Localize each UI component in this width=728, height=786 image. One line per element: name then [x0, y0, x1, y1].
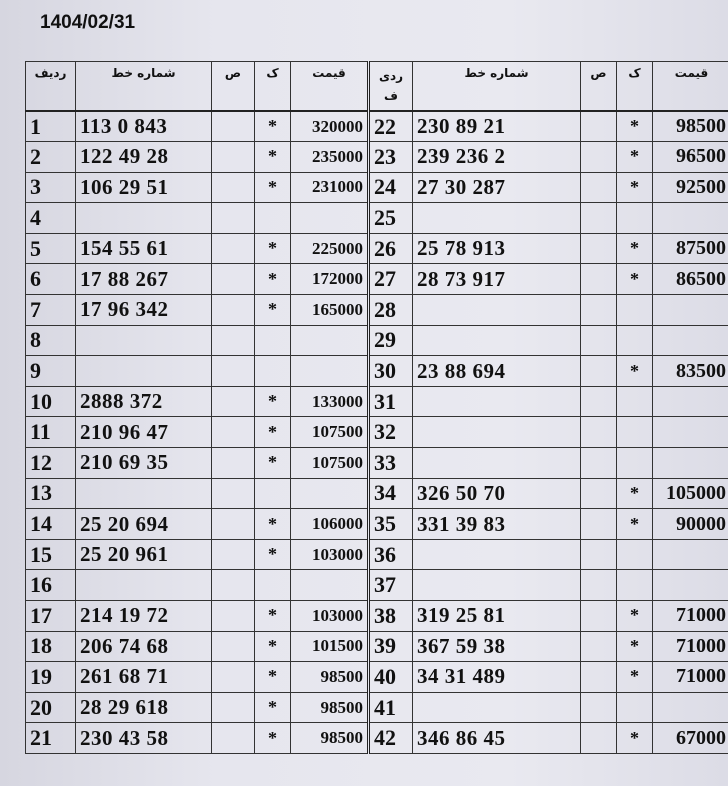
line-number-2: 23 88 694: [413, 356, 581, 387]
kaf-mark-2: [617, 448, 653, 479]
sad-mark: [212, 233, 255, 264]
line-number: [76, 478, 212, 509]
header-price-2: قیمت: [653, 62, 728, 112]
sad-mark-2: [581, 478, 617, 509]
line-number: 25 20 961: [76, 539, 212, 570]
price-2: [653, 325, 728, 356]
kaf-mark: [255, 203, 291, 234]
row-number: 12: [26, 448, 76, 479]
table-row: [26, 631, 728, 662]
price: [291, 570, 369, 601]
kaf-mark: *: [255, 723, 291, 754]
row-number: 11: [26, 417, 76, 448]
line-number: 230 43 58: [76, 723, 212, 754]
row-number-2: 26: [369, 233, 413, 264]
kaf-mark-2: [617, 417, 653, 448]
sad-mark: [212, 295, 255, 326]
row-number: 19: [26, 662, 76, 693]
price: 98500: [291, 692, 369, 723]
price-2: [653, 386, 728, 417]
line-number-2: [413, 448, 581, 479]
line-number-2: 326 50 70: [413, 478, 581, 509]
line-number-2: [413, 692, 581, 723]
kaf-mark-2: *: [617, 478, 653, 509]
row-number: 10: [26, 386, 76, 417]
table-row: [26, 539, 728, 570]
kaf-mark-2: [617, 295, 653, 326]
row-number-2: 23: [369, 142, 413, 173]
sad-mark-2: [581, 172, 617, 203]
sad-mark: [212, 509, 255, 540]
sad-mark: [212, 692, 255, 723]
table-row: [26, 509, 728, 540]
sad-mark-2: [581, 692, 617, 723]
line-number: [76, 570, 212, 601]
price: 172000: [291, 264, 369, 295]
sad-mark-2: [581, 448, 617, 479]
price: 231000: [291, 172, 369, 203]
kaf-mark: *: [255, 295, 291, 326]
kaf-mark: *: [255, 662, 291, 693]
kaf-mark: *: [255, 539, 291, 570]
header-line-number: شماره خط: [76, 62, 212, 112]
row-number-2: 39: [369, 631, 413, 662]
price-2: 96500: [653, 142, 728, 173]
kaf-mark: [255, 570, 291, 601]
kaf-mark-2: *: [617, 662, 653, 693]
row-number: 17: [26, 601, 76, 632]
table-row: [26, 203, 728, 234]
kaf-mark: *: [255, 172, 291, 203]
price-2: [653, 417, 728, 448]
line-number-2: 239 236 2: [413, 142, 581, 173]
kaf-mark-2: *: [617, 172, 653, 203]
sad-mark-2: [581, 601, 617, 632]
price-2: 71000: [653, 601, 728, 632]
table-row: [26, 295, 728, 326]
sad-mark-2: [581, 142, 617, 173]
price: 133000: [291, 386, 369, 417]
row-number-2: 27: [369, 264, 413, 295]
row-number: 6: [26, 264, 76, 295]
price: 103000: [291, 539, 369, 570]
price-2: [653, 295, 728, 326]
kaf-mark-2: [617, 539, 653, 570]
sad-mark: [212, 264, 255, 295]
sad-mark-2: [581, 295, 617, 326]
price-2: 92500: [653, 172, 728, 203]
line-number: 154 55 61: [76, 233, 212, 264]
table-body: [26, 111, 728, 753]
kaf-mark: *: [255, 386, 291, 417]
line-number-2: 28 73 917: [413, 264, 581, 295]
line-number-2: 319 25 81: [413, 601, 581, 632]
row-number: 2: [26, 142, 76, 173]
line-number: 17 96 342: [76, 295, 212, 326]
price: 106000: [291, 509, 369, 540]
row-number-2: 29: [369, 325, 413, 356]
kaf-mark-2: [617, 570, 653, 601]
price-2: 83500: [653, 356, 728, 387]
row-number: 4: [26, 203, 76, 234]
header-kaf: ک: [255, 62, 291, 112]
kaf-mark-2: *: [617, 142, 653, 173]
kaf-mark-2: [617, 692, 653, 723]
price: 98500: [291, 662, 369, 693]
row-number-2: 24: [369, 172, 413, 203]
table-row: [26, 233, 728, 264]
kaf-mark-2: *: [617, 631, 653, 662]
row-number-2: 28: [369, 295, 413, 326]
sad-mark-2: [581, 509, 617, 540]
price: 165000: [291, 295, 369, 326]
row-number-2: 42: [369, 723, 413, 754]
sad-mark-2: [581, 356, 617, 387]
table-row: [26, 356, 728, 387]
price: 101500: [291, 631, 369, 662]
row-number-2: 41: [369, 692, 413, 723]
line-number: 28 29 618: [76, 692, 212, 723]
kaf-mark: *: [255, 692, 291, 723]
row-number-2: 37: [369, 570, 413, 601]
line-number-2: 230 89 21: [413, 111, 581, 142]
table-row: [26, 325, 728, 356]
sad-mark: [212, 386, 255, 417]
sad-mark-2: [581, 570, 617, 601]
table-row: [26, 417, 728, 448]
sad-mark-2: [581, 203, 617, 234]
price-2: 86500: [653, 264, 728, 295]
sad-mark: [212, 448, 255, 479]
row-number: 15: [26, 539, 76, 570]
kaf-mark: *: [255, 601, 291, 632]
price-2: 71000: [653, 662, 728, 693]
header-price: قیمت: [291, 62, 369, 112]
line-number: 17 88 267: [76, 264, 212, 295]
header-kaf-2: ک: [617, 62, 653, 112]
sad-mark: [212, 417, 255, 448]
sad-mark: [212, 142, 255, 173]
line-number: 106 29 51: [76, 172, 212, 203]
row-number-2: 33: [369, 448, 413, 479]
table-row: [26, 723, 728, 754]
line-number-2: 34 31 489: [413, 662, 581, 693]
sad-mark: [212, 601, 255, 632]
sad-mark: [212, 478, 255, 509]
price: [291, 203, 369, 234]
line-number-2: [413, 325, 581, 356]
kaf-mark-2: [617, 325, 653, 356]
row-number: 5: [26, 233, 76, 264]
sad-mark-2: [581, 662, 617, 693]
price: 107500: [291, 417, 369, 448]
kaf-mark-2: [617, 386, 653, 417]
phone-number-price-table: [25, 61, 728, 754]
row-number-2: 40: [369, 662, 413, 693]
price: [291, 325, 369, 356]
sad-mark: [212, 203, 255, 234]
sad-mark-2: [581, 723, 617, 754]
line-number-2: 346 86 45: [413, 723, 581, 754]
kaf-mark: [255, 478, 291, 509]
row-number: 20: [26, 692, 76, 723]
table-row: [26, 111, 728, 142]
row-number-2: 38: [369, 601, 413, 632]
kaf-mark: *: [255, 509, 291, 540]
price: [291, 478, 369, 509]
price-2: 71000: [653, 631, 728, 662]
row-number-2: 22: [369, 111, 413, 142]
kaf-mark: *: [255, 631, 291, 662]
price-2: [653, 692, 728, 723]
table-row: [26, 692, 728, 723]
kaf-mark-2: [617, 203, 653, 234]
line-number: 25 20 694: [76, 509, 212, 540]
kaf-mark-2: *: [617, 264, 653, 295]
kaf-mark: *: [255, 111, 291, 142]
kaf-mark-2: *: [617, 356, 653, 387]
row-number: 18: [26, 631, 76, 662]
header-line-number-2: شماره خط: [413, 62, 581, 112]
table-row: [26, 142, 728, 173]
sheet-date: 1404/02/31: [40, 12, 136, 33]
price-2: [653, 203, 728, 234]
price: 225000: [291, 233, 369, 264]
sad-mark-2: [581, 111, 617, 142]
kaf-mark: *: [255, 417, 291, 448]
header-radif-2: ردی ف: [369, 62, 413, 112]
header-sad: ص: [212, 62, 255, 112]
row-number: 3: [26, 172, 76, 203]
price: 98500: [291, 723, 369, 754]
price: 107500: [291, 448, 369, 479]
line-number: 210 96 47: [76, 417, 212, 448]
sad-mark: [212, 570, 255, 601]
line-number-2: [413, 203, 581, 234]
line-number-2: [413, 386, 581, 417]
line-number: [76, 325, 212, 356]
sad-mark-2: [581, 417, 617, 448]
kaf-mark: *: [255, 233, 291, 264]
price-2: [653, 570, 728, 601]
row-number-2: 36: [369, 539, 413, 570]
sad-mark-2: [581, 539, 617, 570]
price-2: [653, 448, 728, 479]
sad-mark-2: [581, 264, 617, 295]
table-header-row: [26, 62, 728, 112]
line-number-2: [413, 295, 581, 326]
line-number-2: 331 39 83: [413, 509, 581, 540]
table-row: [26, 570, 728, 601]
sad-mark: [212, 662, 255, 693]
kaf-mark: *: [255, 142, 291, 173]
kaf-mark: [255, 325, 291, 356]
kaf-mark-2: *: [617, 233, 653, 264]
row-number: 14: [26, 509, 76, 540]
table-row: [26, 172, 728, 203]
line-number: [76, 356, 212, 387]
table-row: [26, 386, 728, 417]
price: 235000: [291, 142, 369, 173]
row-number: 1: [26, 111, 76, 142]
row-number-2: 25: [369, 203, 413, 234]
row-number-2: 31: [369, 386, 413, 417]
table-row: [26, 264, 728, 295]
table-row: [26, 448, 728, 479]
price-2: 90000: [653, 509, 728, 540]
line-number: 122 49 28: [76, 142, 212, 173]
kaf-mark-2: *: [617, 509, 653, 540]
line-number: 210 69 35: [76, 448, 212, 479]
sad-mark: [212, 631, 255, 662]
kaf-mark-2: *: [617, 601, 653, 632]
line-number-2: 27 30 287: [413, 172, 581, 203]
row-number-2: 35: [369, 509, 413, 540]
price: 320000: [291, 111, 369, 142]
line-number: 214 19 72: [76, 601, 212, 632]
price-2: [653, 539, 728, 570]
price-2: 87500: [653, 233, 728, 264]
sad-mark-2: [581, 386, 617, 417]
line-number-2: [413, 539, 581, 570]
line-number-2: 367 59 38: [413, 631, 581, 662]
row-number: 16: [26, 570, 76, 601]
table-row: [26, 662, 728, 693]
row-number: 7: [26, 295, 76, 326]
line-number: [76, 203, 212, 234]
sad-mark-2: [581, 631, 617, 662]
table-row: [26, 601, 728, 632]
kaf-mark: *: [255, 448, 291, 479]
price-2: 105000: [653, 478, 728, 509]
line-number-2: 25 78 913: [413, 233, 581, 264]
row-number-2: 34: [369, 478, 413, 509]
sad-mark: [212, 723, 255, 754]
kaf-mark-2: *: [617, 723, 653, 754]
kaf-mark: *: [255, 264, 291, 295]
sad-mark: [212, 172, 255, 203]
table-row: [26, 478, 728, 509]
kaf-mark-2: *: [617, 111, 653, 142]
price-2: 98500: [653, 111, 728, 142]
price: 103000: [291, 601, 369, 632]
price-2: 67000: [653, 723, 728, 754]
row-number: 13: [26, 478, 76, 509]
sad-mark: [212, 356, 255, 387]
sad-mark-2: [581, 325, 617, 356]
sad-mark: [212, 325, 255, 356]
line-number: 206 74 68: [76, 631, 212, 662]
header-sad-2: ص: [581, 62, 617, 112]
row-number: 8: [26, 325, 76, 356]
kaf-mark: [255, 356, 291, 387]
sad-mark: [212, 111, 255, 142]
sad-mark: [212, 539, 255, 570]
row-number-2: 32: [369, 417, 413, 448]
line-number-2: [413, 570, 581, 601]
line-number: 2888 372: [76, 386, 212, 417]
header-radif: ردیف: [26, 62, 76, 112]
line-number: 261 68 71: [76, 662, 212, 693]
line-number-2: [413, 417, 581, 448]
price: [291, 356, 369, 387]
sad-mark-2: [581, 233, 617, 264]
row-number: 9: [26, 356, 76, 387]
row-number-2: 30: [369, 356, 413, 387]
row-number: 21: [26, 723, 76, 754]
line-number: 113 0 843: [76, 111, 212, 142]
